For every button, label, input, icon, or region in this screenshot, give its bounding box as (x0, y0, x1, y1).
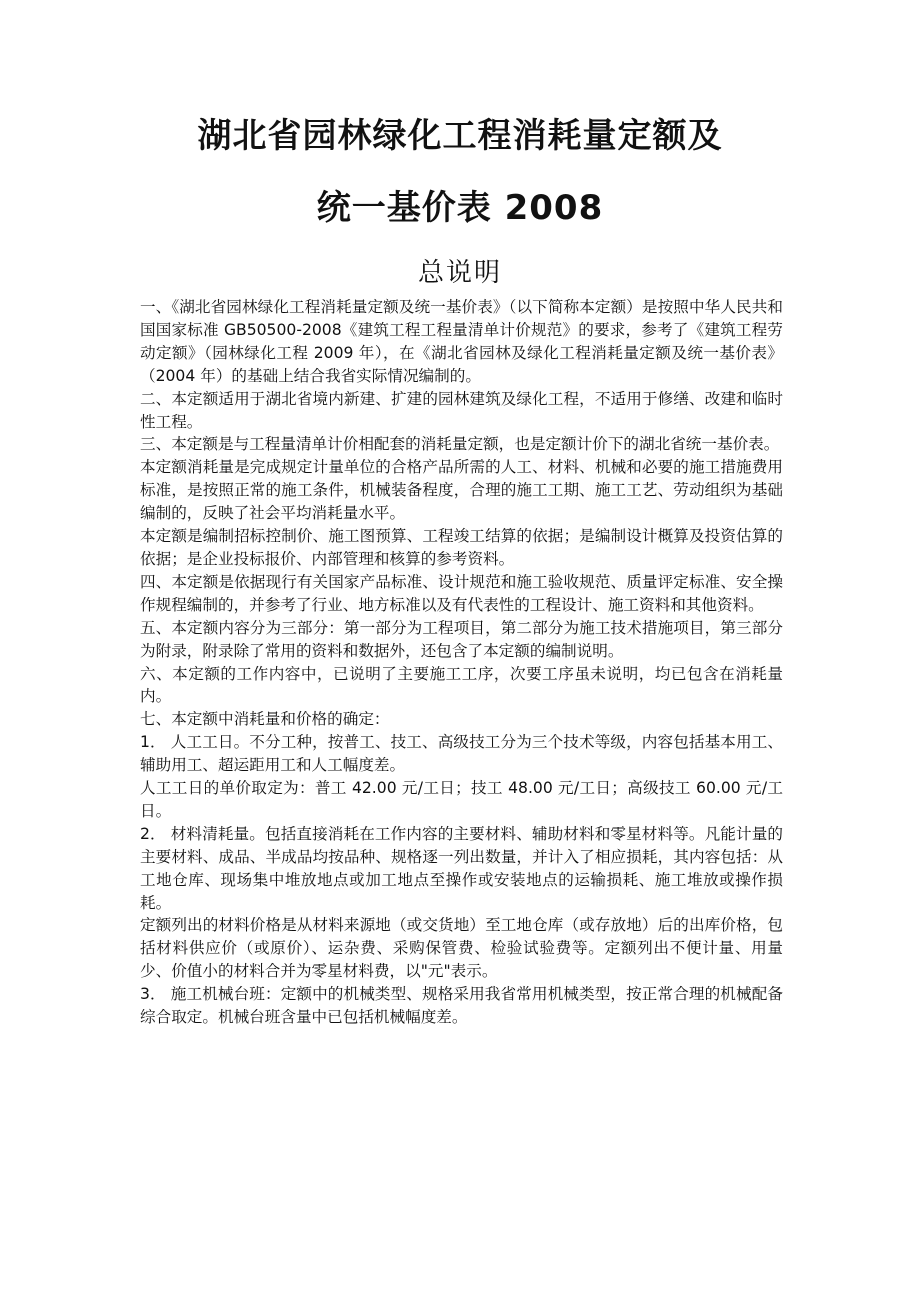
paragraph-7: 五、本定额内容分为三部分：第一部分为工程项目，第二部分为施工技术措施项目，第三部分为附录，附录除了常用的资料和数据外，还包含了本定额的编制说明。 (140, 618, 783, 660)
document-title-line-1: 湖北省园林绿化工程消耗量定额及 (197, 116, 723, 156)
paragraph-13: 定额列出的材料价格是从材料来源地（或交货地）至工地仓库（或存放地）后的出库价格，包括材料供应价（或原价）、运杂费、采购保管费、检验试验费等。定额列出不便计量、用量少、价值小的材料合并为零星材料费，以"元"表示。 (140, 916, 783, 981)
paragraph-1: 一、《湖北省园林绿化工程消耗量定额及统一基价表》（以下简称本定额）是按照中华人民共和国国家标准 GB50500-2008《建筑工程工程量清单计价规范》的要求，参考了《建筑工程劳动定额》（园林绿化工程 2009 年），在《湖北省园林及绿化工程消耗量定额及统一基价表》（2004 年）的基础上结合我省实际情况编制的。 (140, 298, 783, 385)
section-heading: 总说明 (417, 258, 502, 288)
document-title-line-2: 统一基价表 2008 (316, 188, 604, 228)
paragraph-14: 3． 施工机械台班：定额中的机械类型、规格采用我省常用机械类型，按正常合理的机械配备综合取定。机械台班含量中已包括机械幅度差。 (140, 985, 783, 1027)
paragraph-6: 四、本定额是依据现行有关国家产品标准、设计规范和施工验收规范、质量评定标准、安全操作规程编制的，并参考了行业、地方标准以及有代表性的工程设计、施工资料和其他资料。 (140, 572, 783, 614)
paragraph-4: 本定额消耗量是完成规定计量单位的合格产品所需的人工、材料、机械和必要的施工措施费用标准，是按照正常的施工条件，机械装备程度，合理的施工工期、施工工艺、劳动组织为基础编制的，反映了社会平均消耗量水平。 (140, 458, 783, 523)
paragraph-8: 六、本定额的工作内容中，已说明了主要施工工序，次要工序虽未说明，均已包含在消耗量内。 (140, 664, 783, 706)
paragraph-3: 三、本定额是与工程量清单计价相配套的消耗量定额，也是定额计价下的湖北省统一基价表。 (140, 435, 780, 454)
paragraph-11: 人工工日的单价取定为：普工 42.00 元/工日；技工 48.00 元/工日；高级技工 60.00 元/工日。 (140, 779, 783, 820)
paragraph-2: 二、本定额适用于湖北省境内新建、扩建的园林建筑及绿化工程，不适用于修缮、改建和临时性工程。 (140, 389, 783, 431)
paragraph-12: 2． 材料清耗量。包括直接消耗在工作内容的主要材料、辅助材料和零星材料等。凡能计量的主要材料、成品、半成品均按品种、规格逐一列出数量，并计入了相应损耗，其内容包括：从工地仓库、现场集中堆放地点或加工地点至操作或安装地点的运输损耗、施工堆放或操作损耗。 (140, 824, 783, 912)
paragraph-9: 七、本定额中消耗量和价格的确定： (140, 710, 390, 729)
document-body (140, 296, 783, 1029)
paragraph-5: 本定额是编制招标控制价、施工图预算、工程竣工结算的依据；是编制设计概算及投资估算的依据；是企业投标报价、内部管理和核算的参考资料。 (140, 527, 783, 568)
paragraph-10: 1． 人工工日。不分工种，按普工、技工、高级技工分为三个技术等级，内容包括基本用工、辅助用工、超运距用工和人工幅度差。 (140, 733, 783, 775)
